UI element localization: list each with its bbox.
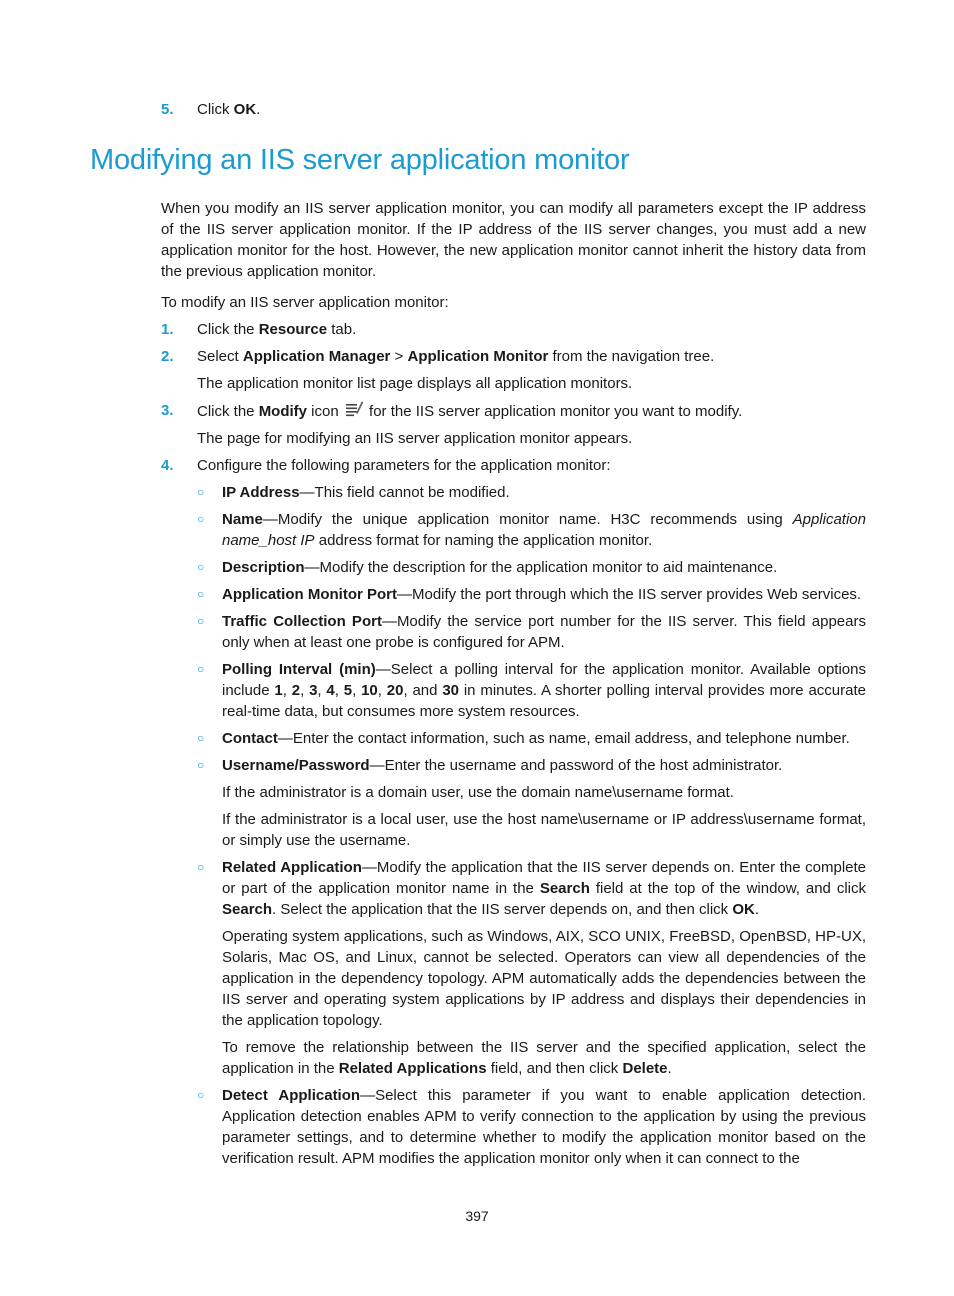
param-ip-address: ○ IP Address—This field cannot be modified. <box>197 484 510 501</box>
bullet-icon: ○ <box>197 560 205 574</box>
bullet-icon: ○ <box>197 1088 205 1102</box>
param-contact: ○ Contact—Enter the contact information, such as name, email address, and telephone number. <box>197 730 850 747</box>
bullet-icon: ○ <box>197 860 205 874</box>
param-polling-interval: ○ Polling Interval (min)—Select a polling interval for the application monitor. Available options include 1, 2, 3, 4, 5, 10, 20, and 30 in minutes. A shorter polling interval provides more accurate real-time data, but consumes more system resources. <box>197 661 866 720</box>
step-number: 5. <box>161 101 174 118</box>
param-username-password: ○ Username/Password—Enter the username and password of the host administrator. <box>197 757 783 774</box>
step-2: 2. Select Application Manager > Application Monitor from the navigation tree. <box>161 348 715 365</box>
bullet-icon: ○ <box>197 587 205 601</box>
username-note-domain: If the administrator is a domain user, use the domain name\username format. <box>222 784 734 801</box>
bullet-icon: ○ <box>197 662 205 676</box>
step-5: 5. Click OK. <box>161 101 261 118</box>
bullet-icon: ○ <box>197 485 205 499</box>
page-number: 397 <box>465 1208 489 1224</box>
bullet-icon: ○ <box>197 731 205 745</box>
param-name: ○ Name—Modify the unique application monitor name. H3C recommends using Application name_host IP address format for naming the application monitor. <box>197 511 866 549</box>
username-note-local: If the administrator is a local user, use the host name\username or IP address\username format, or simply use the username. <box>222 811 866 849</box>
step-3: 3. Click the Modify icon for the IIS server application monitor you want to modify. <box>161 402 743 420</box>
modify-icon <box>345 400 363 418</box>
intro-paragraph: When you modify an IIS server application monitor, you can modify all parameters except the IP address of the IIS server application monitor. If the IP address of the IIS server changes, you must add a new application monitor for the host. However, the new application monitor cannot inherit the history data from the previous application monitor. <box>161 200 866 280</box>
procedure-lead: To modify an IIS server application monitor: <box>161 294 449 311</box>
related-note-remove: To remove the relationship between the IIS server and the specified application, select the application in the Related Applications field, and then click Delete. <box>222 1039 866 1077</box>
param-application-monitor-port: ○ Application Monitor Port—Modify the port through which the IIS server provides Web services. <box>197 586 862 603</box>
param-traffic-collection-port: ○ Traffic Collection Port—Modify the service port number for the IIS server. This field appears only when at least one probe is configured for APM. <box>197 613 866 651</box>
bullet-icon: ○ <box>197 512 205 526</box>
step-3-note: The page for modifying an IIS server application monitor appears. <box>197 430 633 447</box>
param-description: ○ Description—Modify the description for the application monitor to aid maintenance. <box>197 559 778 576</box>
bullet-icon: ○ <box>197 758 205 772</box>
step-2-note: The application monitor list page displays all application monitors. <box>197 375 633 392</box>
section-body <box>161 198 866 1175</box>
param-related-application: ○ Related Application—Modify the application that the IIS server depends on. Enter the complete or part of the application monitor name in the Search field at the top of the window, and click Search. Select the application that the IIS server depends on, and then click OK. <box>197 859 867 918</box>
related-note-os: Operating system applications, such as Windows, AIX, SCO UNIX, FreeBSD, OpenBSD, HP-UX, Solaris, Mac OS, and Linux, cannot be selected. Operators can view all dependencies of the application in the dependency topology. APM automatically adds the dependencies between the IIS server and operating system applications by IP address and displays their dependencies in the application topology. <box>222 928 866 1029</box>
step-1: 1. Click the Resource tab. <box>161 321 357 338</box>
step-4: 4. Configure the following parameters for the application monitor: <box>161 457 611 474</box>
bullet-icon: ○ <box>197 614 205 628</box>
section-title: Modifying an IIS server application monitor <box>90 144 630 176</box>
param-detect-application: ○ Detect Application—Select this parameter if you want to enable application detection. Application detection enables APM to verify connection to the application by using the previous parameter settings, and to determine whether to modify the application monitor based on the verification result. APM modifies the application monitor only when it can connect to the <box>197 1087 866 1167</box>
